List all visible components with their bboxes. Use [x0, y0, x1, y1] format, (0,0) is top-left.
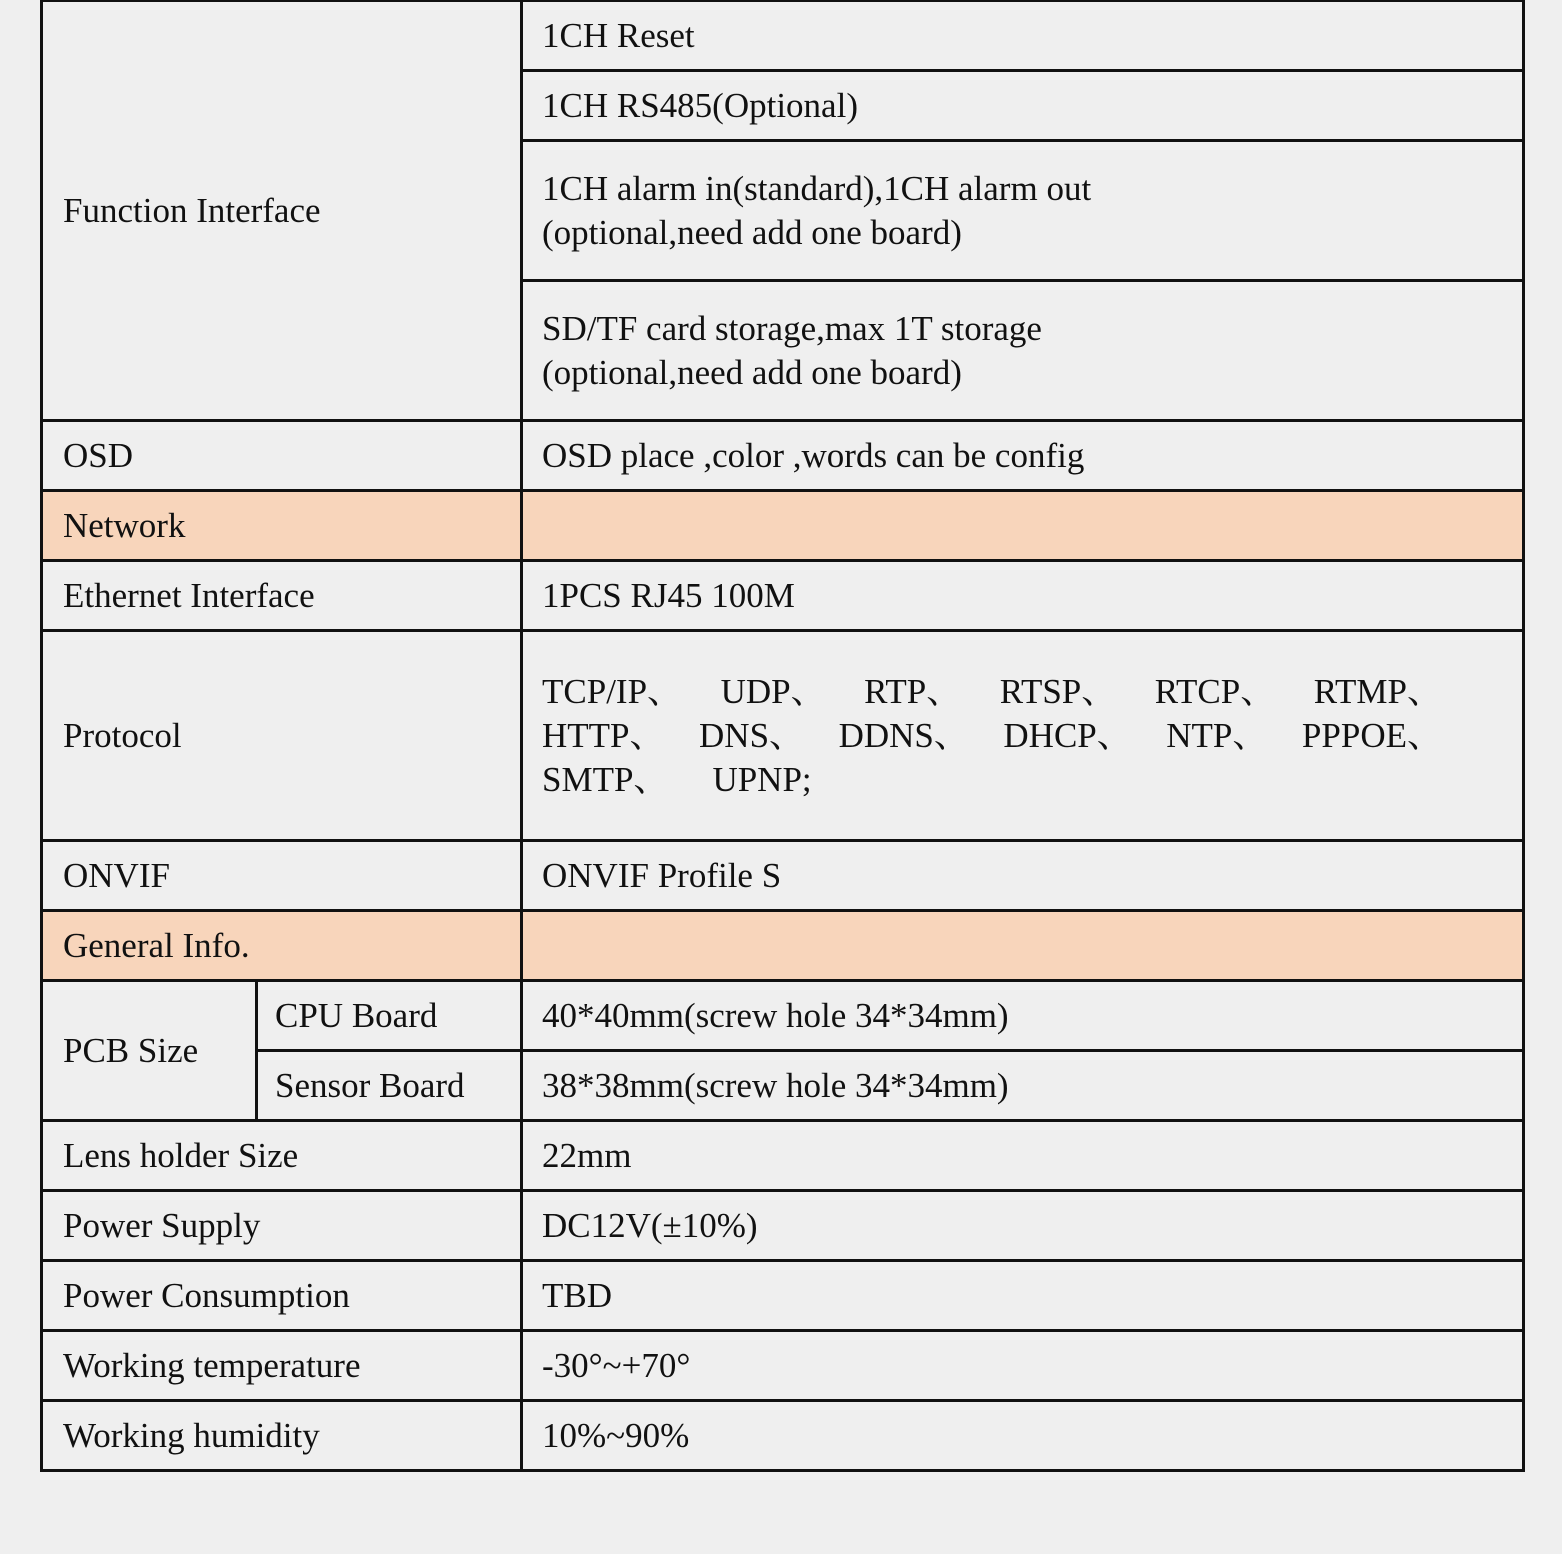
- spec-value-line: (optional,need add one board): [542, 352, 962, 392]
- section-general-info: [42, 911, 1524, 981]
- protocol-value: [522, 631, 1524, 841]
- spec-row-ethernet: [42, 561, 1524, 631]
- osd-label: OSD: [42, 421, 522, 491]
- protocol-item: PPPOE、: [1301, 715, 1442, 755]
- onvif-label: ONVIF: [42, 841, 522, 911]
- spec-row-lens-holder: [42, 1121, 1524, 1191]
- spec-value-line: 1CH RS485(Optional): [542, 85, 858, 125]
- protocol-line: [542, 670, 1442, 714]
- protocol-item: HTTP、: [542, 715, 665, 755]
- function-interface-label: Function Interface: [42, 1, 522, 421]
- spec-value-line: (optional,need add one board): [542, 212, 962, 252]
- pcb-size-label: PCB Size: [42, 981, 257, 1121]
- function-interface-reset: [522, 1, 1524, 71]
- spec-row-osd: [42, 421, 1524, 491]
- power-consumption-label: Power Consumption: [42, 1261, 522, 1331]
- protocol-item: SMTP、: [542, 759, 669, 799]
- sensor-board-value: 38*38mm(screw hole 34*34mm): [522, 1051, 1524, 1121]
- spec-row-onvif: [42, 841, 1524, 911]
- cpu-board-value: 40*40mm(screw hole 34*34mm): [522, 981, 1524, 1051]
- spec-table: [40, 0, 1525, 1472]
- spec-value-line: 1CH Reset: [542, 15, 695, 55]
- spec-row-working-temperature: [42, 1331, 1524, 1401]
- protocol-line: [542, 758, 1442, 802]
- section-general-empty: [522, 911, 1524, 981]
- spec-row-working-humidity: [42, 1401, 1524, 1471]
- protocol-item: RTSP、: [999, 671, 1117, 711]
- spec-value-line: 1CH alarm in(standard),1CH alarm out: [542, 168, 1092, 208]
- spec-value-line: SD/TF card storage,max 1T storage: [542, 308, 1042, 348]
- power-consumption-value: TBD: [522, 1261, 1524, 1331]
- protocol-item: DDNS、: [838, 715, 969, 755]
- spec-row-pcb-sensor: [42, 1051, 1524, 1121]
- cpu-board-label: CPU Board: [257, 981, 522, 1051]
- spec-row-power-supply: [42, 1191, 1524, 1261]
- lens-holder-label: Lens holder Size: [42, 1121, 522, 1191]
- onvif-value: ONVIF Profile S: [522, 841, 1524, 911]
- protocol-item: RTP、: [864, 671, 962, 711]
- function-interface-storage: [522, 281, 1524, 421]
- section-network-empty: [522, 491, 1524, 561]
- section-network: [42, 491, 1524, 561]
- protocol-item: DNS、: [699, 715, 805, 755]
- sensor-board-label: Sensor Board: [257, 1051, 522, 1121]
- spec-row-power-consumption: [42, 1261, 1524, 1331]
- section-title-general-info: General Info.: [42, 911, 522, 981]
- spec-row-pcb-cpu: [42, 981, 1524, 1051]
- section-title-network: Network: [42, 491, 522, 561]
- lens-holder-value: 22mm: [522, 1121, 1524, 1191]
- ethernet-label: Ethernet Interface: [42, 561, 522, 631]
- protocol-item: TCP/IP、: [542, 671, 683, 711]
- working-temperature-label: Working temperature: [42, 1331, 522, 1401]
- spec-row-function-interface: [42, 1, 1524, 71]
- osd-value: OSD place ,color ,words can be config: [522, 421, 1524, 491]
- protocol-item: RTMP、: [1313, 671, 1442, 711]
- power-supply-label: Power Supply: [42, 1191, 522, 1261]
- protocol-item: DHCP、: [1003, 715, 1132, 755]
- protocol-item: UDP、: [720, 671, 826, 711]
- working-humidity-label: Working humidity: [42, 1401, 522, 1471]
- function-interface-alarm: [522, 141, 1524, 281]
- working-humidity-value: 10%~90%: [522, 1401, 1524, 1471]
- working-temperature-value: -30°~+70°: [522, 1331, 1524, 1401]
- protocol-item: NTP、: [1166, 715, 1268, 755]
- protocol-label: Protocol: [42, 631, 522, 841]
- spec-row-protocol: [42, 631, 1524, 841]
- protocol-item: UPNP;: [712, 759, 812, 799]
- ethernet-value: 1PCS RJ45 100M: [522, 561, 1524, 631]
- power-supply-value: DC12V(±10%): [522, 1191, 1524, 1261]
- protocol-line: [542, 714, 1442, 758]
- protocol-item: RTCP、: [1154, 671, 1276, 711]
- function-interface-rs485: [522, 71, 1524, 141]
